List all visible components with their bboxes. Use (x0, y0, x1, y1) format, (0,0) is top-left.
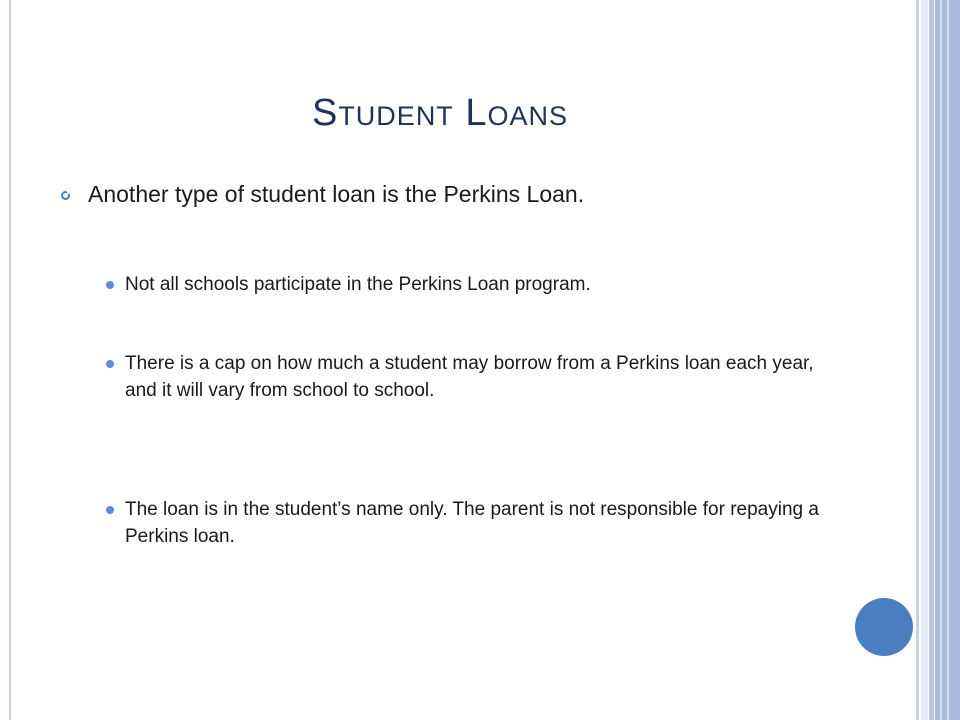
main-point: Another type of student loan is the Perkins Loan. (88, 181, 585, 207)
right-stripe (929, 0, 934, 720)
ring-bullet-icon (61, 191, 70, 200)
slide-title: Student Loans (311, 92, 569, 134)
sub-point-3: The loan is in the student’s name only. The parent is not responsible for repaying a Perkins loan. (125, 499, 819, 547)
right-stripe (947, 0, 949, 720)
sub-point-1: Not all schools participate in the Perkins Loan program. (125, 274, 591, 295)
right-stripe (940, 0, 942, 720)
right-stripe (916, 0, 919, 720)
dot-bullet-icon (106, 506, 114, 514)
decorative-circle (855, 598, 913, 656)
dot-bullet-icon (106, 281, 114, 289)
dot-bullet-icon (106, 360, 114, 368)
right-stripe (921, 0, 928, 720)
sub-point-2: There is a cap on how much a student may borrow from a Perkins loan each year, and it will vary from school to school. (125, 353, 814, 401)
